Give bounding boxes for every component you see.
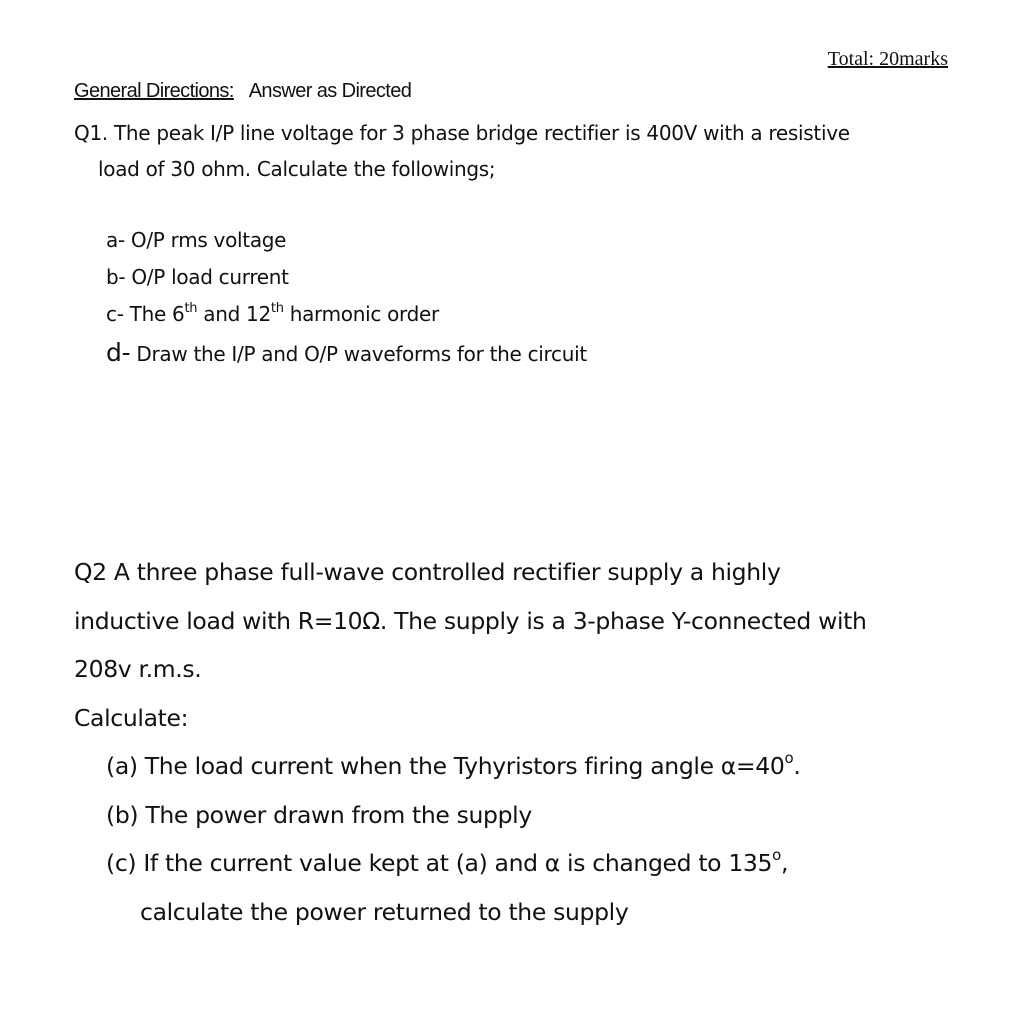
q2-item-a-pre: (a) The load current when the Tyhyristors firing angle α=40 <box>106 752 785 780</box>
q2-item-a-post: . <box>793 752 801 780</box>
q2-line-1: Q2 A three phase full-wave controlled rectifier supply a highly <box>74 558 781 586</box>
q1-line-1: Q1. The peak I/P line voltage for 3 phase bridge rectifier is 400V with a resistive <box>74 121 850 145</box>
directions-text-spacer <box>239 80 249 102</box>
q2-line-2: inductive load with R=10Ω. The supply is a 3-phase Y-connected with <box>74 606 867 635</box>
question-2 <box>74 548 974 936</box>
q2-item-a-degree: o <box>784 749 794 767</box>
q1-line-2: load of 30 ohm. Calculate the followings; <box>98 157 496 181</box>
q1-item-d-text: Draw the I/P and O/P waveforms for the circuit <box>130 342 587 366</box>
q1-item-c-mid: and 12 <box>197 302 271 326</box>
q2-item-c-post: , <box>780 849 789 877</box>
q1-subquestions <box>106 224 587 374</box>
q1-item-c-pre: c- The 6 <box>106 302 185 326</box>
q1-item-c-sup-1: th <box>184 301 198 316</box>
q1-item-b: b- O/P load current <box>106 265 289 289</box>
general-directions <box>74 80 411 103</box>
q1-item-c-post: harmonic order <box>283 302 439 326</box>
q1-item-d-letter: d- <box>106 338 131 367</box>
total-marks: Total: 20marks <box>827 48 948 70</box>
q2-item-c-pre: (c) If the current value kept at (a) and α is changed to 135 <box>106 849 773 877</box>
directions-label: General Directions: <box>74 80 234 102</box>
q2-item-b: (b) The power drawn from the supply <box>106 800 532 829</box>
q1-item-c <box>106 298 587 335</box>
q1-item-a: a- O/P rms voltage <box>106 228 287 252</box>
q2-calculate: Calculate: <box>74 703 189 732</box>
q2-line-3: 208v r.m.s. <box>74 655 202 683</box>
question-1 <box>74 115 954 187</box>
q2-item-c <box>74 839 974 888</box>
directions-text: Answer as Directed <box>248 80 412 102</box>
q2-item-a <box>74 742 974 791</box>
q1-item-c-sup-2: th <box>270 301 284 316</box>
q1-item-d <box>106 337 587 374</box>
q2-item-c-line-2: calculate the power returned to the supply <box>140 897 629 926</box>
q2-item-c-degree: o <box>772 846 781 864</box>
